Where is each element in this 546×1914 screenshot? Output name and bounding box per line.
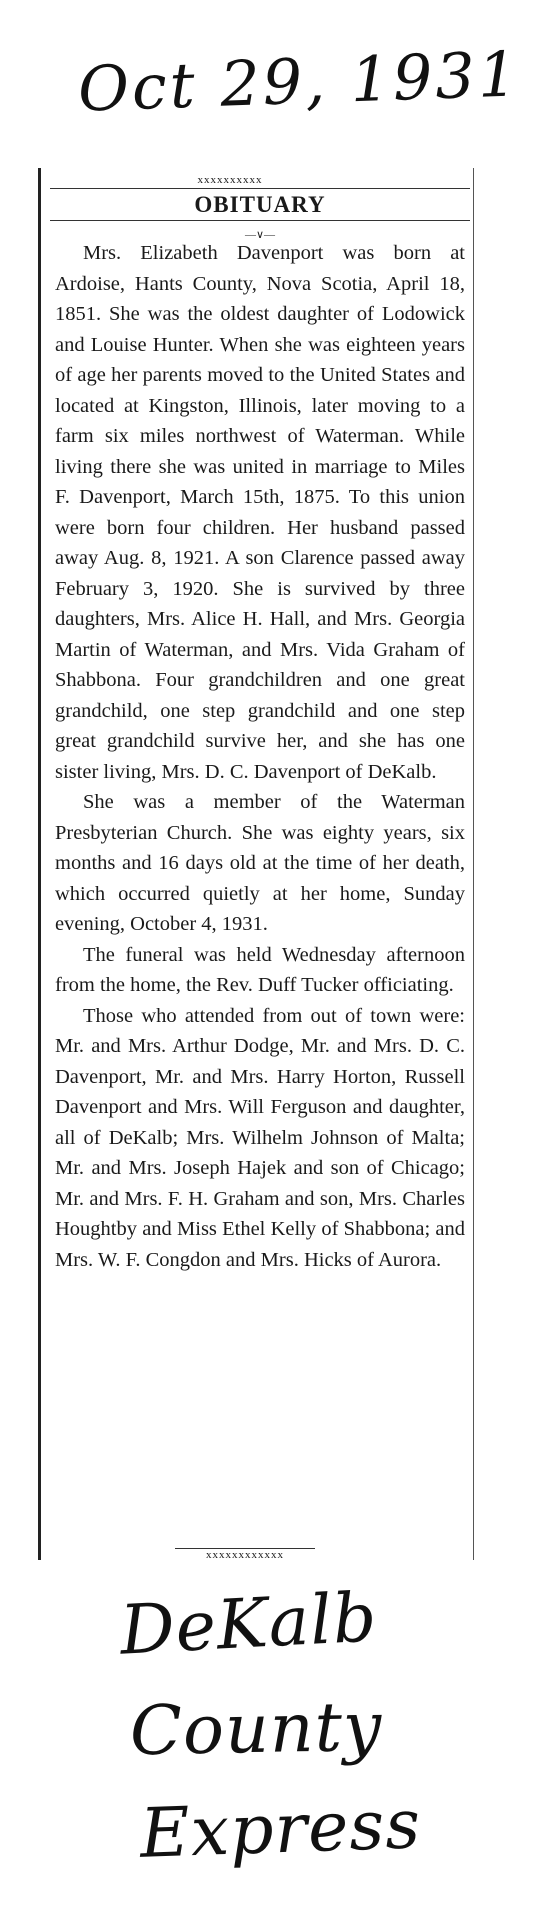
heading-ornament: —∨— xyxy=(244,229,276,241)
handwritten-source-line-2: County xyxy=(129,1687,383,1772)
obituary-paragraph-2: She was a member of the Waterman Presbyterian Church. She was eighty years, six months and 16 days old at the time of her death, which occurred quietly at her home, Sunday evening, October 4, 1931. xyxy=(55,791,465,935)
bottom-ornament-rule: xxxxxxxxxxxx xyxy=(175,1548,315,1561)
obituary-heading: OBITUARY xyxy=(50,188,470,221)
top-ornament-rule: xxxxxxxxxx xyxy=(197,174,263,186)
obituary-paragraph-4: Those who attended from out of town were: Mr. and Mrs. Arthur Dodge, Mr. and Mrs. D. C. Davenport, Mr. and Mrs. Harry Horton, Russell Davenport and Mrs. Will Ferguson and daughter, all of DeKalb; Mrs. Wilhelm Johnson of Malta; Mr. and Mrs. Joseph Hajek and son of Chicago; Mr. and Mrs. F. H. Graham and son, Mrs. Charles Houghtby and Miss Ethel Kelly of Shabbona; and Mrs. W. F. Congdon and Mrs. Hicks of Aurora. xyxy=(55,1004,465,1271)
obituary-body xyxy=(55,238,465,1275)
handwritten-date: Oct 29, 1931 xyxy=(76,37,522,126)
handwritten-source-line-3: Express xyxy=(138,1785,423,1874)
obituary-paragraph-1: Mrs. Elizabeth Davenport was born at Ardoise, Hants County, Nova Scotia, April 18, 1851. She was the oldest daughter of Lodowick and Louise Hunter. When she was eighteen years of age her parents moved to the United States and located at Kingston, Illinois, later moving to a farm six miles northwest of Waterman. While living there she was united in marriage to Miles F. Davenport, March 15th, 1875. To this union were born four children. Her husband passed away Aug. 8, 1921. A son Clarence passed away February 3, 1920. She is survived by three daughters, Mrs. Alice H. Hall, and Mrs. Georgia Martin of Waterman, and Mrs. Vida Graham of Shabbona. Four grandchildren and one great grandchild, one step grandchild and one step great grandchild survive her, and she has one sister living, Mrs. D. C. Davenport of DeKalb. xyxy=(55,242,465,783)
obituary-paragraph-3: The funeral was held Wednesday afternoon from the home, the Rev. Duff Tucker officiating. xyxy=(55,943,465,996)
handwritten-source-line-1: DeKalb xyxy=(118,1578,380,1671)
